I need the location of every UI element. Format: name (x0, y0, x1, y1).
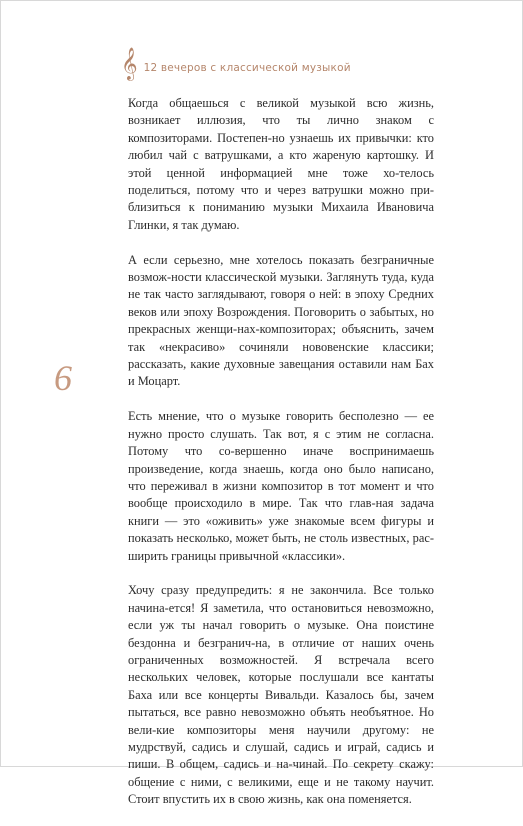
page-number: 6 (54, 358, 72, 398)
body-text (128, 95, 434, 826)
paragraph-3: Есть мнение, что о музыке говорить бесполезно — ее нужно просто слушать. Так вот, я с этим не согласна. Потому что со-вершенно иначе воспринимаешь произведение, когда знаешь, когда оно было написано, что переживал в жизни композитор в тот момент и что вообще происходило в мире. Так что глав-ная задача книги — это «оживить» уже знакомые всем фигуры и показать несколько, может быть, не столь известных, рас-ширить границы привычной «классики». (128, 409, 434, 563)
paragraph-1: Когда общаешься с великой музыкой всю жизнь, возникает иллюзия, что ты лично знаком с композиторами. Постепен-но узнаешь их привычки: кто любил чай с ватрушками, а кто жареную картошку. И этой ценной информацией мне тоже хо-телось поделиться, потому что и через ватрушки можно при-близиться к пониманию музыки Михаила Ивановича Глинки, я так думаю. (128, 96, 434, 232)
paragraph-2: А если серьезно, мне хотелось показать безграничные возмож-ности классической музыки. Заглянуть туда, куда не так часто заглядывают, говоря о ней: в эпоху Средних веков или эпоху Возрождения. Поговорить о забытых, но прекрасных женщи-нах-композиторах; объяснить, зачем так «некрасиво» сочиняли нововенские классики; рассказать, какие духовные завещания оставили нам Бах и Моцарт. (128, 252, 434, 389)
treble-clef-icon: 𝄞 (121, 47, 138, 80)
running-header (121, 47, 351, 80)
paragraph-4: Хочу сразу предупредить: я не закончила. Все только начина-ется! Я заметила, что остановиться невозможно, если уж ты начал говорить о музыке. Она поистине бездонна и безгранич-на, в отличие от наших очень ограниченных возможностей. Я встречала всего нескольких человек, которые послушали все кантаты Баха или все концерты Вивальди. Казалось бы, зачем пытаться, все равно невозможно объять необъятное. Но вели-кие композиторы меня научили другому: не мудрствуй, садись и слушай, садись и играй, садись и пиши. В общем, садись и на-чинай. По секрету скажу: общение с ними, с великими, еще и не такому научит. Стоит впустить их в свою жизнь, как она поменяется. (128, 583, 434, 807)
running-title: 12 вечеров с классической музыкой (143, 62, 351, 74)
